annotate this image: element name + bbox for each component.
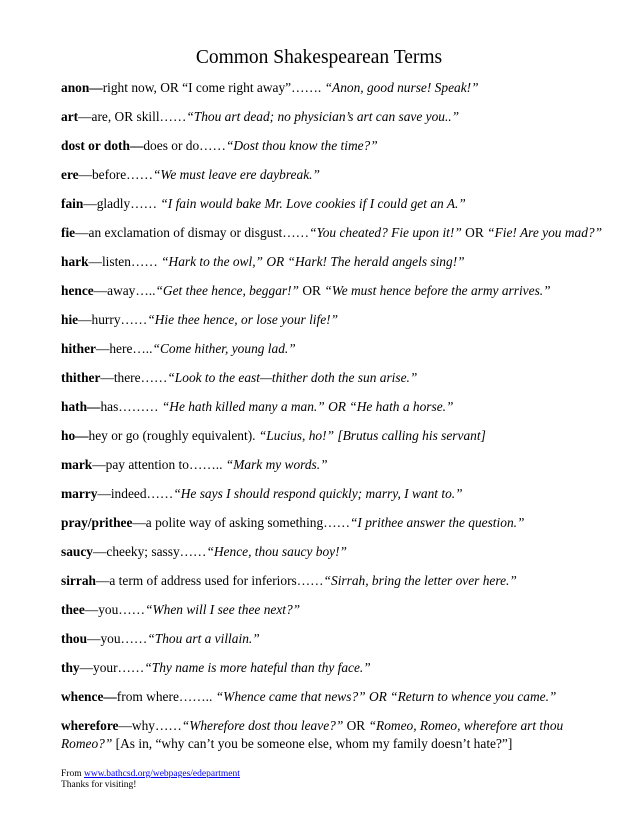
example: “He hath killed many a man.” OR “He hath a horse.”: [161, 399, 454, 414]
example: “Thou art a villain.”: [147, 631, 260, 646]
term-entry-pray-prithee: [61, 514, 586, 532]
example: “We must leave ere daybreak.”: [152, 167, 320, 182]
term-entry-fie: [61, 224, 603, 242]
term: thou: [61, 631, 88, 646]
term-entry-thither: [61, 369, 586, 387]
term: whence—: [61, 689, 117, 704]
definition: —why……: [118, 718, 182, 733]
term: thy: [61, 660, 80, 675]
term: fain: [61, 196, 84, 211]
definition: —hurry……: [78, 312, 148, 327]
term: dost or doth—: [61, 138, 144, 153]
example: “Anon, good nurse! Speak!”: [324, 80, 479, 95]
definition: does or do……: [143, 138, 226, 153]
term-entry-hark: [61, 253, 586, 271]
term-entry-hither: [61, 340, 586, 358]
term-entry-saucy: [61, 543, 586, 561]
term-entry-wherefore: [61, 717, 586, 753]
term-entry-ho: [61, 427, 586, 445]
term-entry-thee: [61, 601, 586, 619]
definition: —cheeky; sassy……: [93, 544, 207, 559]
source-line: [61, 769, 240, 780]
term-entry-thy: [61, 659, 586, 677]
source-prefix: From: [61, 769, 84, 779]
example-alt: “Fie! Are you mad?”: [487, 225, 603, 240]
term: fie: [61, 225, 76, 240]
example: “Hence, thou saucy boy!”: [206, 544, 348, 559]
example: “Whence came that news?” OR “Return to whence you came.”: [215, 689, 557, 704]
term-entry-ere: [61, 166, 586, 184]
definition: —here…..: [95, 341, 153, 356]
example: “You cheated? Fie upon it!”: [309, 225, 462, 240]
example: “I fain would bake Mr. Love cookies if I could get an A.”: [160, 196, 466, 211]
definition: —away…..: [93, 283, 156, 298]
example: “Come hither, young lad.”: [152, 341, 296, 356]
example-alt: “We must hence before the army arrives.”: [324, 283, 551, 298]
example: “He says I should respond quickly; marry, I want to.”: [173, 486, 463, 501]
term: saucy: [61, 544, 93, 559]
term: sirrah: [61, 573, 96, 588]
explanation: [As in, “why can’t you be someone else, whom my family doesn’t hate?”]: [112, 736, 513, 751]
term: wherefore: [61, 718, 119, 733]
term-entry-whence: [61, 688, 586, 706]
thanks-text: Thanks for visiting!: [61, 780, 137, 790]
connector: OR: [461, 225, 488, 240]
page-title: Common Shakespearean Terms: [195, 47, 443, 68]
term: anon—: [61, 80, 103, 95]
term: ho—: [61, 428, 89, 443]
term-entry-hie: [61, 311, 586, 329]
term: hie: [61, 312, 79, 327]
definition: —indeed……: [97, 486, 174, 501]
example: “Hie thee hence, or lose your life!”: [147, 312, 339, 327]
example: “Look to the east—thither doth the sun arise.”: [167, 370, 418, 385]
example: “Lucius, ho!” [Brutus calling his servant]: [258, 428, 486, 443]
term: marry: [61, 486, 98, 501]
term-entry-anon: [61, 79, 586, 97]
definition: —you……: [87, 631, 148, 646]
term-entry-sirrah: [61, 572, 586, 590]
definition: —your……: [79, 660, 145, 675]
term: hence: [61, 283, 94, 298]
definition: —there……: [100, 370, 168, 385]
term: hath—: [61, 399, 101, 414]
term-entry-mark: [61, 456, 586, 474]
term: hark: [61, 254, 89, 269]
definition: —listen……: [88, 254, 162, 269]
example: “Sirrah, bring the letter over here.”: [323, 573, 517, 588]
term-entry-hence: [61, 282, 586, 300]
term-entry-art: [61, 108, 586, 126]
definition: has………: [100, 399, 162, 414]
definition: hey or go (roughly equivalent).: [88, 428, 259, 443]
term: pray/prithee: [61, 515, 133, 530]
example: “Hark to the owl,” OR “Hark! The herald angels sing!”: [161, 254, 465, 269]
definition: —are, OR skill……: [78, 109, 187, 124]
term: thither: [61, 370, 101, 385]
definition: —gladly……: [83, 196, 161, 211]
definition: from where……..: [116, 689, 216, 704]
term-entry-hath: [61, 398, 586, 416]
definition: —pay attention to……..: [92, 457, 226, 472]
term: hither: [61, 341, 96, 356]
connector: OR: [343, 718, 369, 733]
definition: right now, OR “I come right away”…….: [102, 80, 325, 95]
example: “Wherefore dost thou leave?”: [181, 718, 344, 733]
term: ere: [61, 167, 79, 182]
footer: [61, 769, 240, 791]
definition: —before……: [78, 167, 153, 182]
definition: —an exclamation of dismay or disgust……: [75, 225, 310, 240]
term-entry-dost-or-doth: [61, 137, 586, 155]
example: “When will I see thee next?”: [145, 602, 301, 617]
definition: —a polite way of asking something……: [132, 515, 350, 530]
example: “Thou art dead; no physician’s art can save you..”: [186, 109, 460, 124]
term-entry-marry: [61, 485, 586, 503]
definition: —a term of address used for inferiors……: [95, 573, 324, 588]
connector: OR: [299, 283, 325, 298]
source-link[interactable]: www.bathcsd.org/webpages/edepartment: [83, 769, 240, 779]
example: “Thy name is more hateful than thy face.”: [144, 660, 371, 675]
definition: —you……: [84, 602, 146, 617]
example: “Dost thou know the time?”: [225, 138, 378, 153]
example: “Mark my words.”: [225, 457, 328, 472]
example-alt: “Romeo, Romeo, wherefore art thou Romeo?”: [61, 718, 564, 751]
example: “Get thee hence, beggar!”: [155, 283, 300, 298]
example: “I prithee answer the question.”: [349, 515, 525, 530]
term: art: [61, 109, 79, 124]
term-entry-thou: [61, 630, 586, 648]
term: thee: [61, 602, 85, 617]
term-entry-fain: [61, 195, 586, 213]
term: mark: [61, 457, 93, 472]
